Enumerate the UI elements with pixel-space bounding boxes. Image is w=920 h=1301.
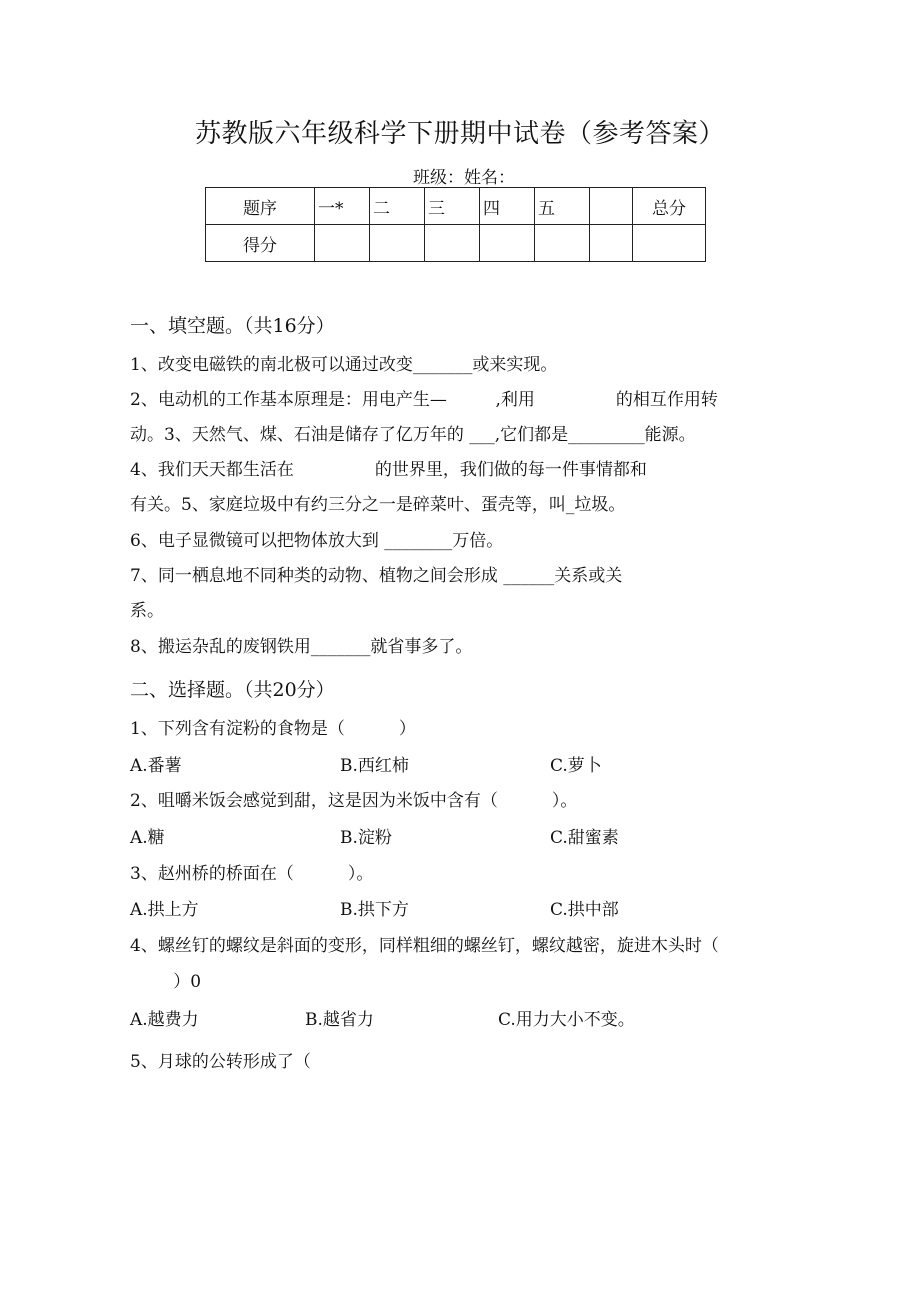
score-cell[interactable] xyxy=(370,225,425,262)
score-table-header-row xyxy=(206,188,706,225)
score-table-score-row xyxy=(206,225,706,262)
section-heading-choice: 二、选择题。（共20分） xyxy=(130,679,335,701)
header-cell: 总分 xyxy=(633,188,706,225)
question-line: 动。3、天然气、煤、石油是储存了亿万年的 ___,它们都是_________能源。 xyxy=(130,425,696,445)
question-line: 系。 xyxy=(130,601,164,621)
score-cell[interactable] xyxy=(480,225,535,262)
question-line: 7、同一栖息地不同种类的动物、植物之间会形成 ______关系或关 xyxy=(130,566,623,586)
header-cell xyxy=(590,188,633,225)
score-cell[interactable] xyxy=(590,225,633,262)
header-cell: 四 xyxy=(480,188,535,225)
choice-option-c[interactable]: C.甜蜜素 xyxy=(550,828,619,848)
question-line: 6、电子显微镜可以把物体放大到 ________万倍。 xyxy=(130,531,504,551)
page-title: 苏教版六年级科学下册期中试卷（参考答案） xyxy=(194,119,725,149)
choice-option-b[interactable]: B.越省力 xyxy=(305,1010,374,1030)
choice-option-c[interactable]: C.用力大小不变。 xyxy=(498,1010,635,1030)
choice-question-continued: ）0 xyxy=(130,972,202,992)
class-name-line: 班级：姓名： xyxy=(413,168,515,188)
score-cell[interactable] xyxy=(633,225,706,262)
score-cell[interactable] xyxy=(535,225,590,262)
choice-option-a[interactable]: A.糖 xyxy=(130,828,165,848)
choice-option-c[interactable]: C.萝卜 xyxy=(550,756,602,776)
choice-option-b[interactable]: B.西红柿 xyxy=(340,756,409,776)
question-line: 1、改变电磁铁的南北极可以通过改变_______或来实现。 xyxy=(130,355,558,375)
question-line: 4、我们天天都生活在 的世界里，我们做的每一件事情都和 xyxy=(130,460,647,480)
header-cell: 五 xyxy=(535,188,590,225)
choice-option-b[interactable]: B.拱下方 xyxy=(340,900,409,920)
header-cell: 三 xyxy=(425,188,480,225)
choice-option-a[interactable]: A.越费力 xyxy=(130,1010,199,1030)
header-cell: 二 xyxy=(370,188,425,225)
choice-question: 4、螺丝钉的螺纹是斜面的变形，同样粗细的螺丝钉，螺纹越密，旋进木头时（ xyxy=(130,936,719,956)
score-cell[interactable] xyxy=(315,225,370,262)
question-line: 8、搬运杂乱的废钢铁用_______就省事多了。 xyxy=(130,637,473,657)
choice-option-c[interactable]: C.拱中部 xyxy=(550,900,619,920)
choice-option-a[interactable]: A.拱上方 xyxy=(130,900,199,920)
header-cell: 一* xyxy=(315,188,370,225)
score-cell[interactable] xyxy=(425,225,480,262)
choice-option-b[interactable]: B.淀粉 xyxy=(340,828,392,848)
row-label: 得分 xyxy=(206,225,315,262)
question-line: 有关。5、家庭垃圾中有约三分之一是碎菜叶、蛋壳等，叫_垃圾。 xyxy=(130,495,626,515)
score-table xyxy=(205,187,706,262)
question-line: 2、电动机的工作基本原理是：用电产生— ,利用 的相互作用转 xyxy=(130,390,718,410)
choice-option-a[interactable]: A.番薯 xyxy=(130,756,182,776)
choice-question: 2、咀嚼米饭会感觉到甜，这是因为米饭中含有（ ）。 xyxy=(130,791,578,811)
header-cell: 题序 xyxy=(206,188,315,225)
choice-question: 5、月球的公转形成了（ xyxy=(130,1052,311,1072)
choice-question: 3、赵州桥的桥面在（ ）。 xyxy=(130,864,374,884)
section-heading-fill-in: 一、填空题。（共16分） xyxy=(130,315,335,337)
choice-question: 1、下列含有淀粉的食物是（ ） xyxy=(130,719,416,739)
